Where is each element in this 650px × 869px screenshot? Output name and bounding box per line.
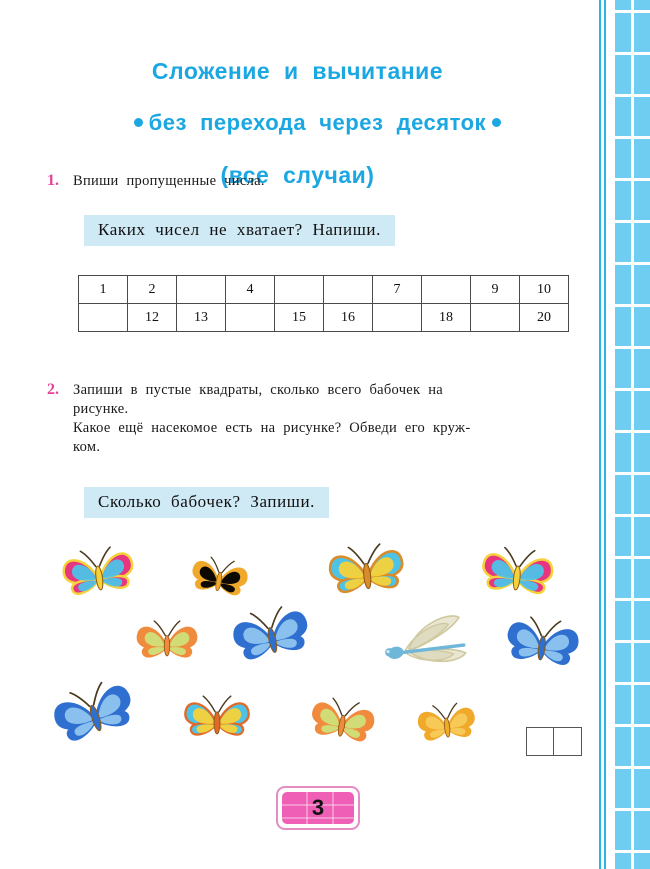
table-cell[interactable]: 1 (79, 276, 128, 304)
table-cell-empty[interactable] (324, 276, 373, 304)
edge-grid-vline (631, 0, 634, 869)
table-cell[interactable]: 9 (471, 276, 520, 304)
task-2-highlight-text: Сколько бабочек? Запиши. (98, 492, 316, 511)
task-2-highlight-box (84, 487, 329, 518)
edge-grid-hline (615, 52, 650, 55)
page-number-inner (282, 792, 354, 824)
page-title (0, 58, 595, 188)
edge-grid-hline (615, 766, 650, 769)
edge-grid-hline (615, 10, 650, 13)
edge-grid-hline (615, 556, 650, 559)
edge-grid-hline (615, 430, 650, 433)
answer-square-2[interactable] (553, 727, 582, 756)
decorative-edge-strip (595, 0, 650, 869)
butterfly-green-orange-2-icon[interactable] (305, 691, 379, 756)
table-cell[interactable]: 15 (275, 304, 324, 332)
edge-grid-hline (615, 304, 650, 307)
title-line-2-text: без перехода через десяток (148, 110, 487, 135)
task-1-highlight-box (84, 215, 395, 246)
table-cell[interactable]: 18 (422, 304, 471, 332)
edge-grid-hline (615, 388, 650, 391)
edge-grid-hline (615, 640, 650, 643)
table-row (79, 276, 569, 304)
task-1-highlight-text: Каких чисел не хватает? Напиши. (98, 220, 381, 239)
butterfly-pink-blue-icon[interactable] (58, 540, 140, 612)
page-number-grid-line (306, 792, 308, 824)
task-2-instruction-line-1: Запиши в пустые квадраты, сколько всего бабочек на (73, 382, 444, 398)
edge-grid-hline (615, 136, 650, 139)
edge-grid-hline (615, 262, 650, 265)
butterfly-blue-2-icon[interactable] (501, 610, 583, 682)
butterfly-orange-1-icon[interactable] (186, 551, 251, 609)
edge-grid-hline (615, 472, 650, 475)
edge-grid-pattern (615, 0, 650, 869)
page-number-text: 3 (311, 795, 325, 820)
table-cell-empty[interactable] (226, 304, 275, 332)
table-cell[interactable]: 10 (520, 276, 569, 304)
insects-illustration (50, 535, 550, 770)
table-cell-empty[interactable] (471, 304, 520, 332)
task-2-answer-boxes[interactable] (527, 727, 582, 756)
table-row (79, 304, 569, 332)
title-line-3: (все случаи) (220, 162, 375, 188)
dragonfly-icon[interactable] (369, 604, 478, 689)
butterfly-yellow-cyan-2-icon[interactable] (183, 692, 251, 749)
table-cell[interactable]: 20 (520, 304, 569, 332)
number-sequence-table (78, 275, 569, 332)
task-2-instruction-line-3: Какое ещё насекомое есть на рисунке? Обведи его круж- (73, 420, 471, 436)
butterfly-blue-3-icon[interactable] (46, 671, 144, 761)
table-cell-empty[interactable] (422, 276, 471, 304)
edge-grid-hline (615, 94, 650, 97)
edge-grid-hline (615, 220, 650, 223)
table-cell[interactable]: 7 (373, 276, 422, 304)
edge-grid-hline (615, 682, 650, 685)
title-line-1: Сложение и вычитание (151, 58, 444, 84)
edge-grid-hline (615, 724, 650, 727)
edge-grid-hline (615, 346, 650, 349)
butterfly-orange-2-icon[interactable] (415, 698, 479, 754)
title-line-2 (0, 84, 595, 162)
task-1-number: 1. (47, 172, 59, 189)
page-number-grid-line (332, 792, 334, 824)
task-1-instruction (73, 172, 583, 191)
table-cell[interactable]: 4 (226, 276, 275, 304)
task-1-instruction-line: Впиши пропущенные числа. (73, 173, 265, 189)
answer-square-1[interactable] (526, 727, 555, 756)
edge-grid-hline (615, 598, 650, 601)
table-cell[interactable]: 16 (324, 304, 373, 332)
bullet-dot-left-icon (134, 118, 143, 127)
butterfly-blue-1-icon[interactable] (227, 598, 317, 678)
edge-grid-hline (615, 850, 650, 853)
butterfly-green-orange-icon[interactable] (136, 618, 199, 671)
table-cell-empty[interactable] (177, 276, 226, 304)
butterfly-yellow-cyan-icon[interactable] (325, 538, 409, 611)
task-2-instruction (73, 381, 583, 457)
table-cell-empty[interactable] (373, 304, 422, 332)
edge-grid-hline (615, 808, 650, 811)
task-2-instruction-line-4: ком. (73, 439, 101, 455)
edge-grid-hline (615, 178, 650, 181)
table-cell[interactable]: 12 (128, 304, 177, 332)
bullet-dot-right-icon (492, 118, 501, 127)
butterfly-pink-blue-2-icon[interactable] (477, 541, 557, 610)
table-cell-empty[interactable] (275, 276, 324, 304)
page-number-badge (276, 786, 360, 830)
task-2-number: 2. (47, 381, 59, 398)
table-cell-empty[interactable] (79, 304, 128, 332)
edge-rule-line-1 (599, 0, 601, 869)
table-cell[interactable]: 13 (177, 304, 226, 332)
edge-grid-hline (615, 514, 650, 517)
task-2-instruction-line-2: рисунке. (73, 401, 129, 417)
table-cell[interactable]: 2 (128, 276, 177, 304)
edge-rule-line-2 (604, 0, 606, 869)
